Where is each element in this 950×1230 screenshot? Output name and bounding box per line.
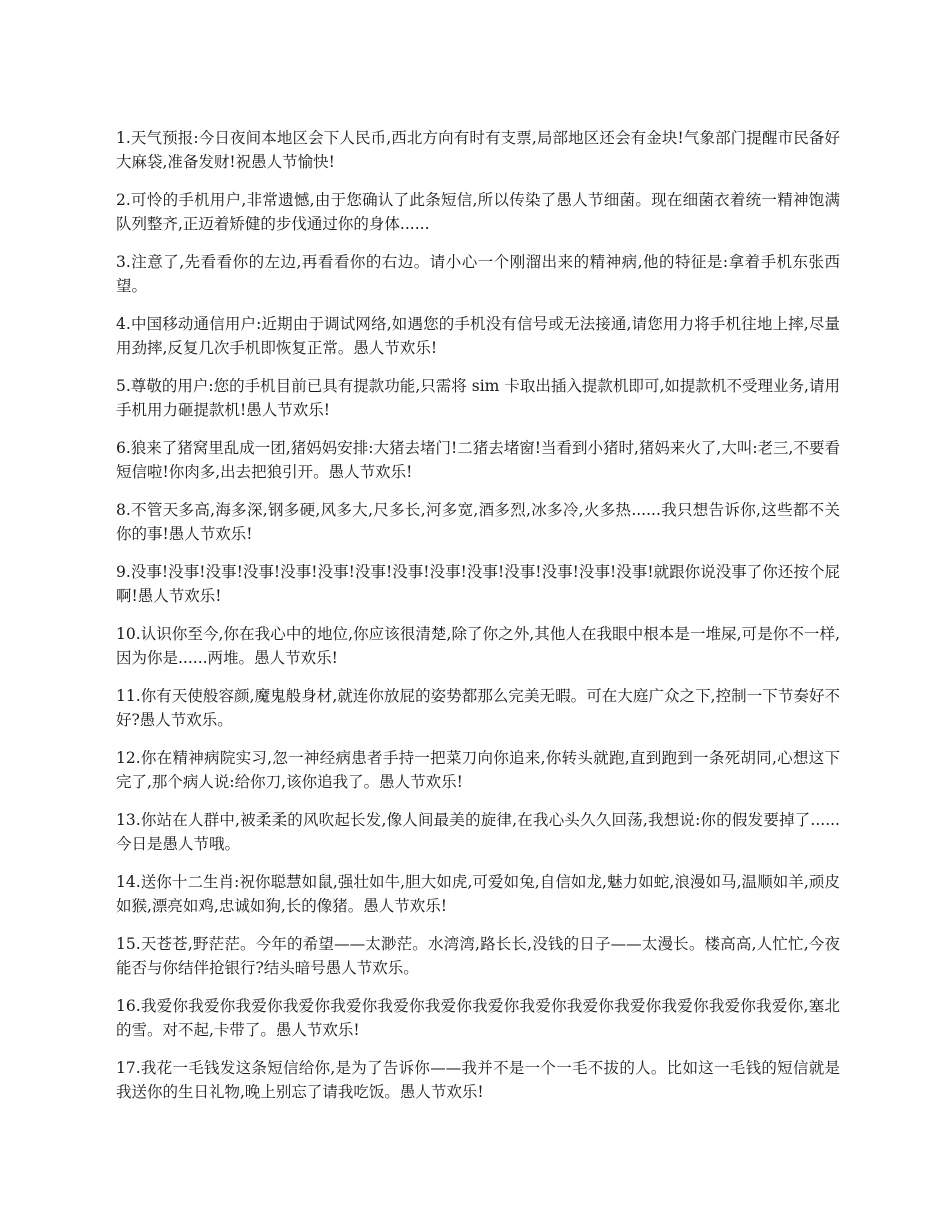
paragraph-6: 6.狼来了猪窝里乱成一团,猪妈妈安排:大猪去堵门!二猪去堵窗!当看到小猪时,猪妈来火了,大叫:老三,不要看短信啦!你肉多,出去把狼引开。愚人节欢乐!	[116, 439, 840, 481]
paragraph-11: 11.你有天使般容颜,魔鬼般身材,就连你放屁的姿势都那么完美无暇。可在大庭广众之下,控制一下节奏好不好?愚人节欢乐。	[116, 687, 840, 729]
paragraph-14: 14.送你十二生肖:祝你聪慧如鼠,强壮如牛,胆大如虎,可爱如兔,自信如龙,魅力如蛇,浪漫如马,温顺如羊,顽皮如猴,漂亮如鸡,忠诚如狗,长的像猪。愚人节欢乐!	[116, 873, 840, 915]
document-body	[116, 126, 840, 1118]
paragraph-12: 12.你在精神病院实习,忽一神经病患者手持一把菜刀向你追来,你转头就跑,直到跑到一条死胡同,心想这下完了,那个病人说:给你刀,该你追我了。愚人节欢乐!	[116, 749, 840, 791]
paragraph-1: 1.天气预报:今日夜间本地区会下人民币,西北方向有时有支票,局部地区还会有金块!气象部门提醒市民备好大麻袋,准备发财!祝愚人节愉快!	[116, 129, 840, 171]
paragraph-17: 17.我花一毛钱发这条短信给你,是为了告诉你——我并不是一个一毛不拔的人。比如这一毛钱的短信就是我送你的生日礼物,晚上别忘了请我吃饭。愚人节欢乐!	[116, 1059, 840, 1101]
paragraph-5: 5.尊敬的用户:您的手机目前已具有提款功能,只需将 sim 卡取出插入提款机即可,如提款机不受理业务,请用手机用力砸提款机!愚人节欢乐!	[116, 377, 840, 419]
paragraph-10: 10.认识你至今,你在我心中的地位,你应该很清楚,除了你之外,其他人在我眼中根本是一堆屎,可是你不一样,因为你是......两堆。愚人节欢乐!	[116, 625, 840, 667]
paragraph-9: 9.没事!没事!没事!没事!没事!没事!没事!没事!没事!没事!没事!没事!没事!没事!就跟你说没事了你还按个屁啊!愚人节欢乐!	[116, 563, 840, 605]
paragraph-13: 13.你站在人群中,被柔柔的风吹起长发,像人间最美的旋律,在我心头久久回荡,我想说:你的假发要掉了......今日是愚人节哦。	[116, 811, 840, 853]
paragraph-15: 15.天苍苍,野茫茫。今年的希望——太渺茫。水湾湾,路长长,没钱的日子——太漫长。楼高高,人忙忙,今夜能否与你结伴抢银行?结头暗号愚人节欢乐。	[116, 935, 840, 977]
paragraph-8: 8.不管天多高,海多深,钢多硬,风多大,尺多长,河多宽,酒多烈,冰多冷,火多热......我只想告诉你,这些都不关你的事!愚人节欢乐!	[116, 501, 840, 543]
paragraph-16: 16.我爱你我爱你我爱你我爱你我爱你我爱你我爱你我爱你我爱你我爱你我爱你我爱你我爱你我爱你,塞北的雪。对不起,卡带了。愚人节欢乐!	[116, 997, 840, 1039]
paragraph-2: 2.可怜的手机用户,非常遗憾,由于您确认了此条短信,所以传染了愚人节细菌。现在细菌衣着统一精神饱满队列整齐,正迈着矫健的步伐通过你的身体......	[116, 191, 840, 233]
paragraph-4: 4.中国移动通信用户:近期由于调试网络,如遇您的手机没有信号或无法接通,请您用力将手机往地上摔,尽量用劲摔,反复几次手机即恢复正常。愚人节欢乐!	[116, 315, 840, 357]
paragraph-3: 3.注意了,先看看你的左边,再看看你的右边。请小心一个刚溜出来的精神病,他的特征是:拿着手机东张西望。	[116, 253, 840, 295]
